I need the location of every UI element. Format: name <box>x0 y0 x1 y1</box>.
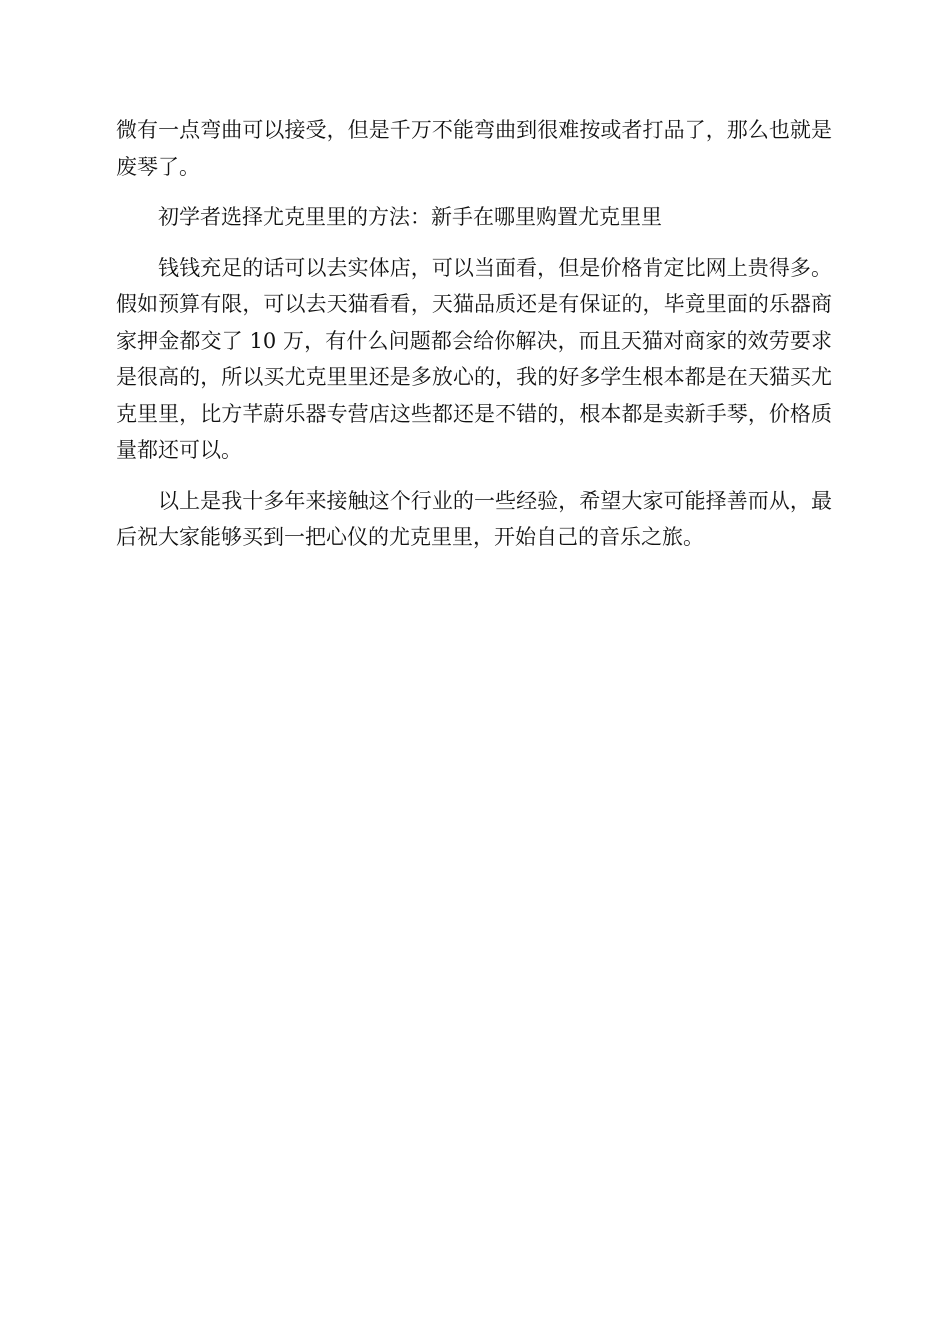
paragraph-2-heading: 初学者选择尤克里里的方法：新手在哪里购置尤克里里 <box>158 205 662 229</box>
document-body <box>116 112 832 570</box>
paragraph-4: 以上是我十多年来接触这个行业的一些经验，希望大家可能择善而从，最后祝大家能够买到一把心仪的尤克里里，开始自己的音乐之旅。 <box>116 488 832 549</box>
paragraph-1: 微有一点弯曲可以接受，但是千万不能弯曲到很难按或者打品了，那么也就是废琴了。 <box>116 118 832 179</box>
paragraph-3: 钱钱充足的话可以去实体店，可以当面看，但是价格肯定比网上贵得多。假如预算有限，可以去天猫看看，天猫品质还是有保证的，毕竟里面的乐器商家押金都交了 10 万，有什么问题都会给你解决，而且天猫对商家的效劳要求是很高的，所以买尤克里里还是多放心的，我的好多学生根本都是在天猫买尤克里里，比方芊蔚乐器专营店这些都还是不错的，根本都是卖新手琴，价格质量都还可以。 <box>116 255 832 462</box>
